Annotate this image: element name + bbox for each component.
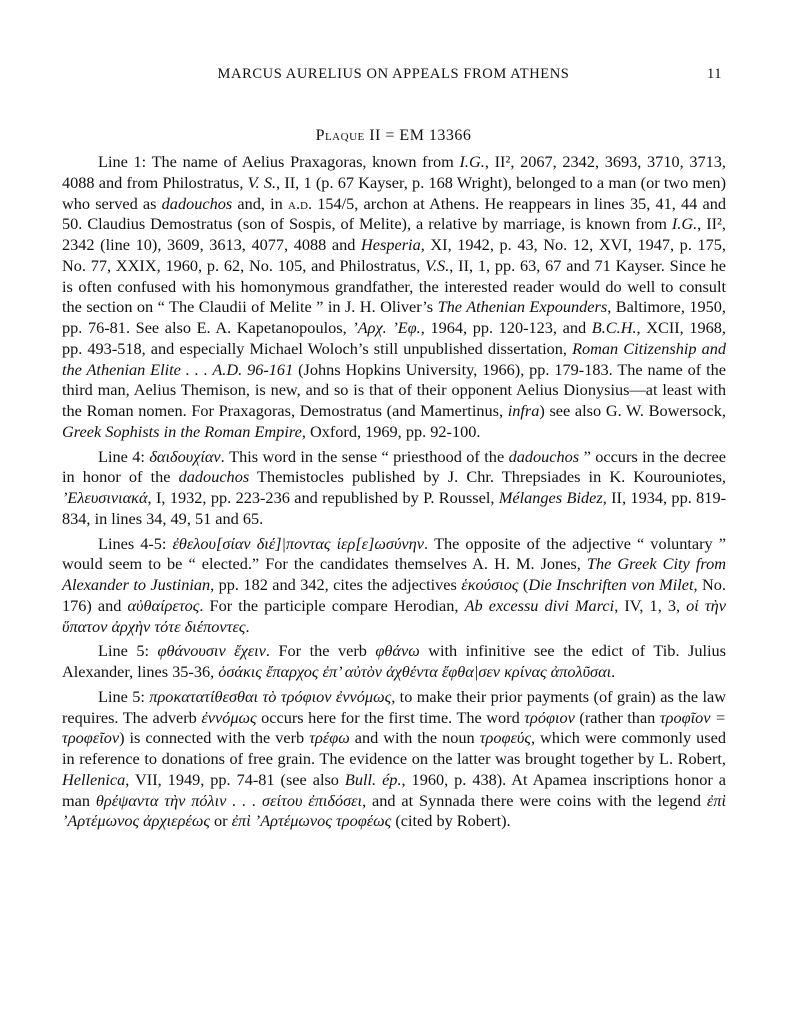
book-title: The Athenian Expounders bbox=[437, 297, 608, 317]
greek-quotation: θρέψαντα τὴν πόλιν . . . σείτου ἐπιδόσει bbox=[95, 790, 363, 810]
text-run: and, in bbox=[232, 193, 288, 213]
text-run: Lines 4-5: bbox=[98, 533, 173, 553]
text-run: 154/5, archon at Athens. He reappears in lines 35, 41, 44 and 50. Claudius Demostratus (son of Sospis, of Melite), a relative by marriage, is known from bbox=[62, 193, 726, 234]
plaque-label: Plaque II bbox=[315, 127, 381, 144]
book-title: Mélanges Bidez bbox=[498, 488, 603, 507]
citation: I.G. bbox=[671, 214, 698, 234]
greek-quotation: ὁσάκις ἔπαρχος ἐπ’ αὐτὸν ἀχθέντα ἔφθα|σεν κρίνας ἀπολῦσαι bbox=[218, 662, 612, 681]
text-run: or bbox=[209, 811, 232, 831]
journal-title: Bull. ép. bbox=[344, 769, 402, 789]
commentary-body bbox=[62, 152, 726, 832]
dissertation-title: Roman Citizenship and the Athenian Elite . . . A.D. 96-161 bbox=[62, 338, 726, 379]
text-run: , II, 1 (p. 67 Kayser, p. 168 Wright), belonged to a man (or two men) who served as bbox=[62, 172, 726, 213]
text-run: , and at Synnada there were coins with the legend bbox=[362, 790, 707, 810]
text-run: Line 5: bbox=[98, 641, 158, 661]
citation: V.S. bbox=[425, 255, 450, 275]
greek-word: ἑκούσιος bbox=[461, 575, 519, 594]
text-run: . For the verb bbox=[265, 641, 376, 661]
text-run: , II, 1, pp. 63, 67 and 71 Kayser. Since he is often confused with his homonymous grandfather, the interested reader would do well to consult the section on “ The Claudii of Melite ” in J. H. Oliver’s bbox=[62, 255, 726, 317]
text-run: and with the noun bbox=[349, 728, 480, 748]
era-abbreviation: a.d. bbox=[288, 193, 313, 213]
text-run: (Johns Hopkins University, 1966), pp. 179-183. The name of the third man, Aelius Themison, is new, and so is that of their opponent Aelius Dionysius—at least with the Roman nomen. For Praxagoras, Demostratus (and Mamertinus, bbox=[62, 359, 726, 420]
greek-quotation: οἱ τὴν ὕπατον ἀρχὴν τότε διέποντες bbox=[62, 595, 726, 636]
text-run: . The opposite of the adjective “ voluntary ” would seem to be “ elected.” For the candidates themselves A. H. M. Jones, bbox=[62, 533, 726, 574]
text-run: . This word in the sense “ priesthood of the bbox=[220, 446, 509, 466]
text-run: , Baltimore, 1950, pp. 76-81. See also E. A. Kapetanopoulos, bbox=[62, 297, 726, 337]
text-run: , 1960, p. 438). At Apamea inscriptions honor a man bbox=[62, 769, 726, 810]
text-run: . For the participle compare Herodian, bbox=[199, 595, 465, 615]
paragraph-lines-4-5 bbox=[62, 534, 726, 638]
italic-term: dadouchos bbox=[178, 467, 250, 487]
text-run: . bbox=[611, 662, 616, 681]
book-title: Greek Sophists in the Roman Empire bbox=[62, 421, 302, 441]
plaque-equals: = bbox=[380, 127, 400, 144]
text-run: Line 1: The name of Aelius Praxagoras, known from bbox=[98, 152, 460, 171]
paragraph-line-1 bbox=[62, 152, 726, 443]
text-run: , XCII, 1968, pp. 493-518, and especially Michael Woloch’s still unpublished dissertation, bbox=[62, 318, 726, 358]
italic-term: dadouchos bbox=[508, 446, 580, 466]
greek-lemma: ἐθελου[σίαν διέ]|ποντας ἱερ[ε]ωσύνην bbox=[172, 533, 424, 553]
text-run: ” occurs in the decree in honor of the bbox=[62, 446, 727, 487]
greek-legend: ἐπὶ ’Αρτέμωνος ἀρχιερέως bbox=[62, 790, 727, 831]
greek-word: τροφεύς bbox=[479, 728, 531, 748]
greek-word: τρόφιον bbox=[524, 707, 575, 727]
text-run: ) is connected with the verb bbox=[119, 728, 310, 748]
text-run: , 1964, pp. 120-123, and bbox=[420, 318, 592, 337]
text-run: , II², 2342 (line 10), 3609, 3613, 4077, 4088 and bbox=[62, 214, 727, 254]
greek-word: τρέφω bbox=[309, 728, 350, 748]
text-run: , which were commonly used in reference to donations of free grain. The evidence on the latter was brought together by L. Robert, bbox=[62, 728, 726, 768]
running-title: MARCUS AURELIUS ON APPEALS FROM ATHENS bbox=[217, 66, 570, 82]
citation: V. S. bbox=[247, 172, 277, 192]
text-run: with infinitive see the edict of Tib. Julius Alexander, lines 35-36, bbox=[62, 641, 727, 681]
text-run: ) see also G. W. Bowersock, bbox=[539, 401, 726, 420]
text-run: (rather than bbox=[574, 707, 660, 727]
book-title: The Greek City from Alexander to Justinian bbox=[62, 554, 726, 594]
text-run: , II, 1934, pp. 819-834, in lines 34, 49, 51 and 65. bbox=[62, 488, 727, 528]
paragraph-line-5b bbox=[62, 687, 726, 832]
section-heading bbox=[0, 127, 787, 145]
book-title: Ab excessu divi Marci bbox=[464, 595, 615, 615]
text-run: , VII, 1949, pp. 74-81 (see also bbox=[125, 769, 345, 789]
greek-citation: ’Αρχ. ’Εφ. bbox=[352, 318, 421, 337]
text-run: , II², 2067, 2342, 3693, 3710, 3713, 4088 and from Philostratus, bbox=[62, 152, 726, 192]
text-run: , to make their prior payments (of grain) as the law requires. The adverb bbox=[62, 686, 726, 727]
paragraph-line-5a bbox=[62, 641, 726, 683]
greek-lemma: φθάνουσιν ἔχειν bbox=[157, 641, 266, 661]
text-run: occurs here for the first time. The word bbox=[256, 707, 525, 727]
book-title: Hellenica bbox=[62, 769, 126, 789]
greek-word: φθάνω bbox=[375, 641, 420, 661]
greek-lemma: προκατατίθεσθαι τὸ τρόφιον ἐννόμως bbox=[149, 686, 392, 706]
text-run: , No. 176) and bbox=[62, 575, 727, 615]
paragraph-line-4 bbox=[62, 447, 726, 530]
greek-word: ἐννόμως bbox=[201, 707, 257, 727]
greek-word: τροφῖον = τροφεῖον bbox=[62, 707, 726, 748]
text-run: , Oxford, 1969, pp. 92-100. bbox=[301, 421, 481, 441]
citation: I.G. bbox=[459, 152, 485, 171]
greek-lemma: δαιδουχίαν bbox=[149, 446, 221, 466]
book-title: Die Inschriften von Milet bbox=[528, 575, 694, 594]
text-run: Themistocles published by J. Chr. Threpsiades in K. Kourouniotes, bbox=[249, 467, 726, 487]
text-run: ( bbox=[518, 575, 529, 594]
text-run: Line 5: bbox=[98, 686, 150, 706]
text-run: , pp. 182 and 342, cites the adjectives bbox=[210, 575, 462, 594]
italic-term: infra bbox=[507, 401, 540, 420]
text-run: Line 4: bbox=[98, 446, 150, 466]
text-run: (cited by Robert). bbox=[391, 811, 511, 831]
greek-legend: ἐπὶ ’Αρτέμωνος τροφέως bbox=[231, 811, 392, 831]
journal-title: Hesperia bbox=[361, 235, 421, 254]
text-run: , IV, 1, 3, bbox=[614, 595, 687, 615]
text-run: , XI, 1942, p. 43, No. 12, XVI, 1947, p. 175, No. 77, XXIX, 1960, p. 62, No. 105, and Philostratus, bbox=[62, 235, 727, 275]
greek-word: αὐθαίρετος bbox=[127, 595, 200, 615]
plaque-inventory: EM 13366 bbox=[399, 127, 472, 144]
text-run: . bbox=[245, 616, 250, 636]
greek-citation: ’Ελευσινιακά bbox=[62, 488, 148, 507]
page-number: 11 bbox=[707, 66, 723, 82]
text-run: , I, 1932, pp. 223-236 and republished by P. Roussel, bbox=[147, 488, 499, 507]
journal-title: B.C.H. bbox=[591, 318, 637, 337]
italic-term: dadouchos bbox=[161, 193, 233, 213]
